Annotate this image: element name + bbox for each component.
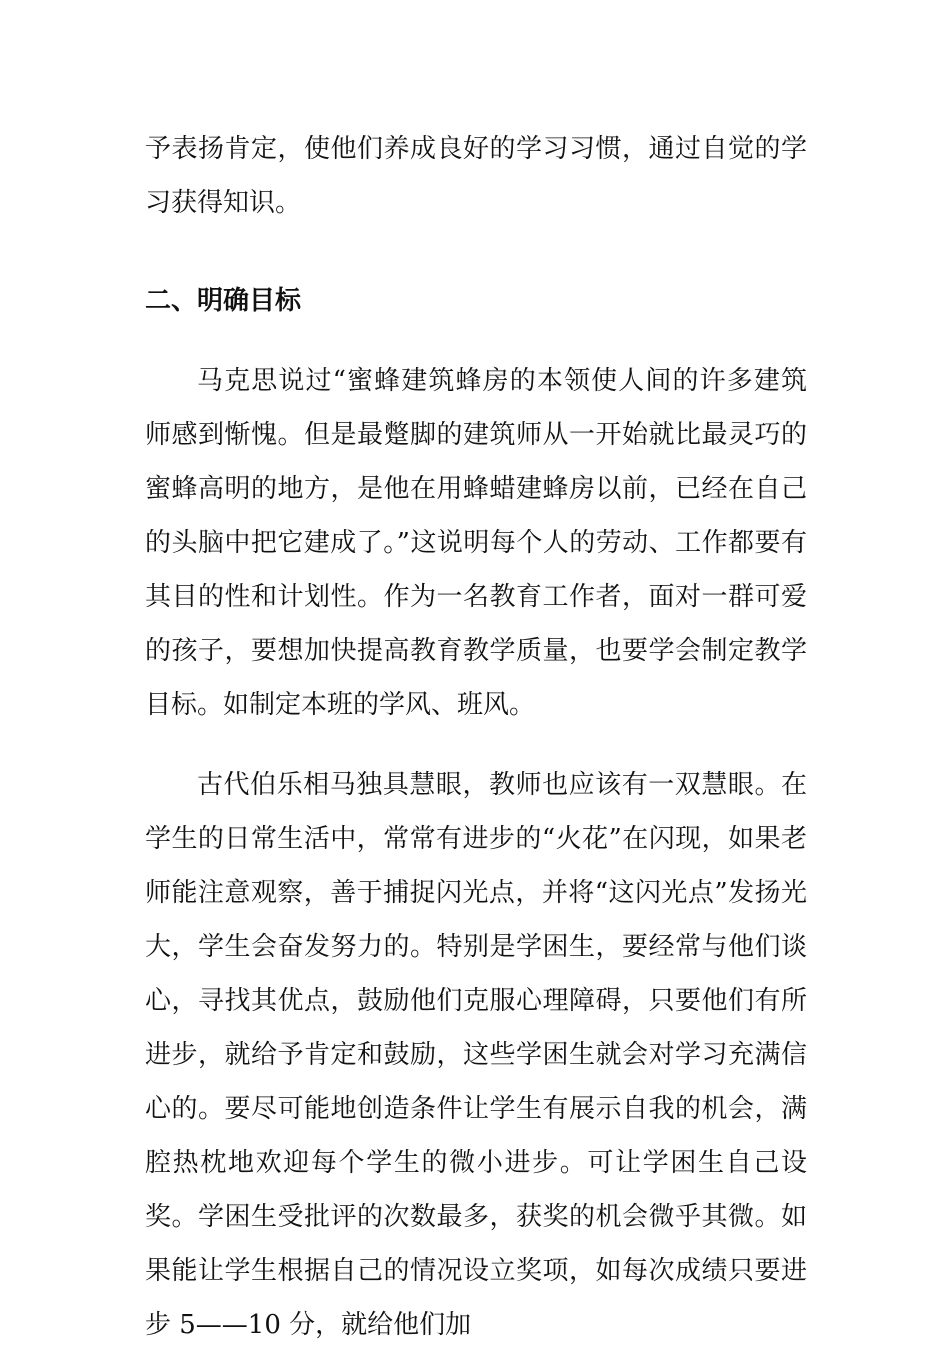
paragraph-marx-quote: 马克思说过“蜜蜂建筑蜂房的本领使人间的许多建筑师感到惭愧。但是最蹩脚的建筑师从一开始就比最灵巧的蜜蜂高明的地方，是他在用蜂蜡建蜂房以前，已经在自己的头脑中把它建成了。”这说明每个人的劳动、工作都要有其目的性和计划性。作为一名教育工作者，面对一群可爱的孩子，要想加快提高教育教学质量，也要学会制定教学目标。如制定本班的学风、班风。 [145, 366, 807, 720]
spacer [145, 230, 807, 274]
spacer [145, 328, 807, 354]
spacer [145, 732, 807, 758]
section-heading: 二、明确目标 [145, 286, 302, 316]
document-page [145, 122, 807, 1352]
paragraph-continued: 予表扬肯定，使他们养成良好的学习习惯，通过自觉的学习获得知识。 [145, 134, 807, 218]
paragraph-bole: 古代伯乐相马独具慧眼，教师也应该有一双慧眼。在学生的日常生活中，常常有进步的“火花”在闪现，如果老师能注意观察，善于捕捉闪光点，并将“这闪光点”发扬光大，学生会奋发努力的。特别是学困生，要经常与他们谈心，寻找其优点，鼓励他们克服心理障碍，只要他们有所进步，就给予肯定和鼓励，这些学困生就会对学习充满信心的。要尽可能地创造条件让学生有展示自我的机会，满腔热枕地欢迎每个学生的微小进步。可让学困生自己设奖。学困生受批评的次数最多，获奖的机会微乎其微。如果能让学生根据自己的情况设立奖项，如每次成绩只要进步 5——10 分，就给他们加 [145, 770, 807, 1340]
